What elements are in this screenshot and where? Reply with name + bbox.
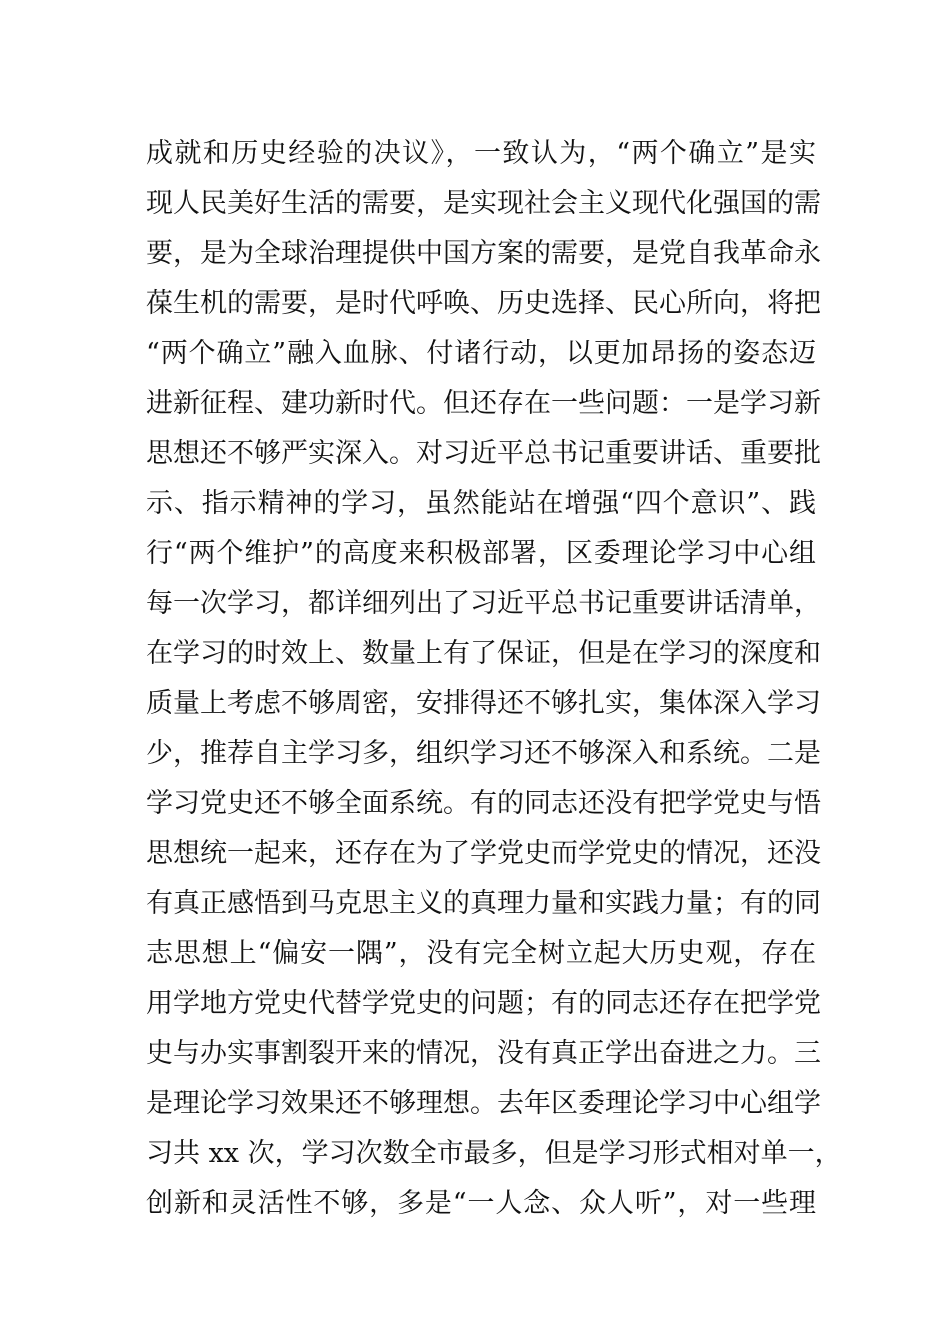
text-line: 思想还不够严实深入。对习近平总书记重要讲话、重要批 (146, 438, 821, 469)
text-line: 行“两个维护”的高度来积极部署，区委理论学习中心组 (146, 538, 816, 569)
text-line: 成就和历史经验的决议》，一致认为，“两个确立”是实 (146, 138, 816, 169)
text-line: 少，推荐自主学习多，组织学习还不够深入和系统。二是 (146, 738, 821, 769)
text-line: 葆生机的需要，是时代呼唤、历史选择、民心所向，将把 (146, 288, 821, 319)
text-line: 习共 xx 次，学习次数全市最多，但是学习形式相对单一， (146, 1138, 842, 1169)
text-line: 示、指示精神的学习，虽然能站在增强“四个意识”、践 (146, 488, 816, 519)
text-line: 学习党史还不够全面系统。有的同志还没有把学党史与悟 (146, 788, 821, 819)
text-line: 用学地方党史代替学党史的问题；有的同志还存在把学党 (146, 988, 821, 1019)
text-line: 现人民美好生活的需要，是实现社会主义现代化强国的需 (146, 188, 821, 219)
text-line: 有真正感悟到马克思主义的真理力量和实践力量；有的同 (146, 888, 821, 919)
text-line: 在学习的时效上、数量上有了保证，但是在学习的深度和 (146, 638, 821, 669)
text-line: “两个确立”融入血脉、付诸行动，以更加昂扬的姿态迈 (146, 338, 816, 369)
text-line: 思想统一起来，还存在为了学党史而学党史的情况，还没 (146, 838, 821, 869)
text-line: 质量上考虑不够周密，安排得还不够扎实，集体深入学习 (146, 688, 821, 719)
text-line: 是理论学习效果还不够理想。去年区委理论学习中心组学 (146, 1088, 821, 1119)
text-line: 志思想上“偏安一隅”，没有完全树立起大历史观，存在 (146, 938, 816, 969)
text-line: 要，是为全球治理提供中国方案的需要，是党自我革命永 (146, 238, 821, 269)
text-line: 创新和灵活性不够，多是“一人念、众人听”，对一些理 (146, 1188, 816, 1219)
text-line: 史与办实事割裂开来的情况，没有真正学出奋进之力。三 (146, 1038, 821, 1069)
text-line: 进新征程、建功新时代。但还存在一些问题：一是学习新 (146, 388, 821, 419)
text-line: 每一次学习，都详细列出了习近平总书记重要讲话清单， (146, 588, 821, 619)
body-text (146, 129, 842, 1229)
